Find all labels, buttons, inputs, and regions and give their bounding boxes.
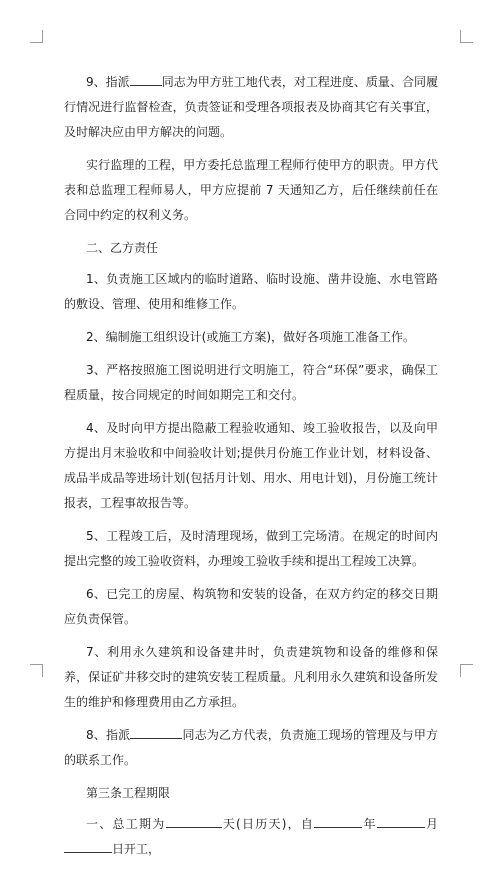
contractor-item-1: 1、负责施工区域内的临时道路、临时设施、凿井设施、水电管路的敷设、管理、使用和维修工作。 xyxy=(64,272,438,311)
article-3-heading: 第三条工程期限 xyxy=(86,786,171,800)
year-blank xyxy=(314,813,362,828)
days-blank xyxy=(166,813,222,828)
crop-mark-bottom-right xyxy=(460,664,473,677)
document-page xyxy=(64,70,438,870)
item-8-text: 同志为乙方代表，负责施工现场的管理及与甲方的联系工作。 xyxy=(64,728,438,767)
paragraph-item-9 xyxy=(64,70,438,145)
paragraph-supervision: 实行监理的工程，甲方委托总监理工程师行使甲方的职责。甲方代表和总监理工程师易人，甲方应提前 7 天通知乙方，后任继续前任在合同中约定的权利义务。 xyxy=(64,158,438,222)
item-9-lead: 9、指派 xyxy=(86,75,130,89)
contractor-rep-blank xyxy=(130,724,182,739)
item-9-text: 同志为甲方驻工地代表，对工程进度、质量、合同履行情况进行监督检查，负责签证和受理各项报表及协商其它有关事宜，及时解决应由甲方解决的问题。 xyxy=(64,75,438,139)
crop-mark-top-left xyxy=(30,30,43,43)
period-total-label: 一、总工期为 xyxy=(86,817,166,831)
contractor-item-2: 2、编制施工组织设计(或施工方案)，做好各项施工准备工作。 xyxy=(86,330,416,344)
representative-name-blank xyxy=(130,71,162,86)
contractor-item-6: 6、已完工的房屋、构筑物和安装的设备，在双方约定的移交日期应负责保管。 xyxy=(64,587,438,626)
year-label: 年 xyxy=(362,817,377,831)
crop-mark-top-right xyxy=(460,30,473,43)
crop-mark-bottom-left xyxy=(30,664,43,677)
item-8-lead: 8、指派 xyxy=(86,728,131,742)
contractor-item-5: 5、工程竣工后，及时清理现场，做到工完场清。在规定的时间内提出完整的竣工验收资料，办理竣工验收手续和提出工程竣工决算。 xyxy=(64,529,438,568)
month-label: 月 xyxy=(424,817,438,831)
period-days-label: 天(日历天)，自 xyxy=(221,817,315,831)
period-line xyxy=(64,812,438,862)
contractor-item-7: 7、利用永久建筑和设备建井时，负责建筑物和设备的维修和保养，保证矿井移交时的建筑安装工程质量。凡利用永久建筑和设备所发生的维护和修理费用由乙方承担。 xyxy=(64,645,438,709)
contractor-item-8 xyxy=(64,723,438,773)
start-label: 日开工， xyxy=(112,842,161,856)
day-blank xyxy=(64,838,112,853)
month-blank xyxy=(377,813,425,828)
section-heading-contractor: 二、乙方责任 xyxy=(86,241,159,255)
contractor-item-4: 4、及时向甲方提出隐蔽工程验收通知、竣工验收报告，以及向甲方提出月末验收和中间验收计划;提供月份施工作业计划，材料设备、成品半成品等进场计划(包括月计划、用水、用电计划)，月份施工统计报表，工程事故报告等。 xyxy=(64,421,438,510)
contractor-item-3: 3、严格按照施工图说明进行文明施工，符合“环保”要求，确保工程质量，按合同规定的时间如期完工和交付。 xyxy=(64,363,438,402)
